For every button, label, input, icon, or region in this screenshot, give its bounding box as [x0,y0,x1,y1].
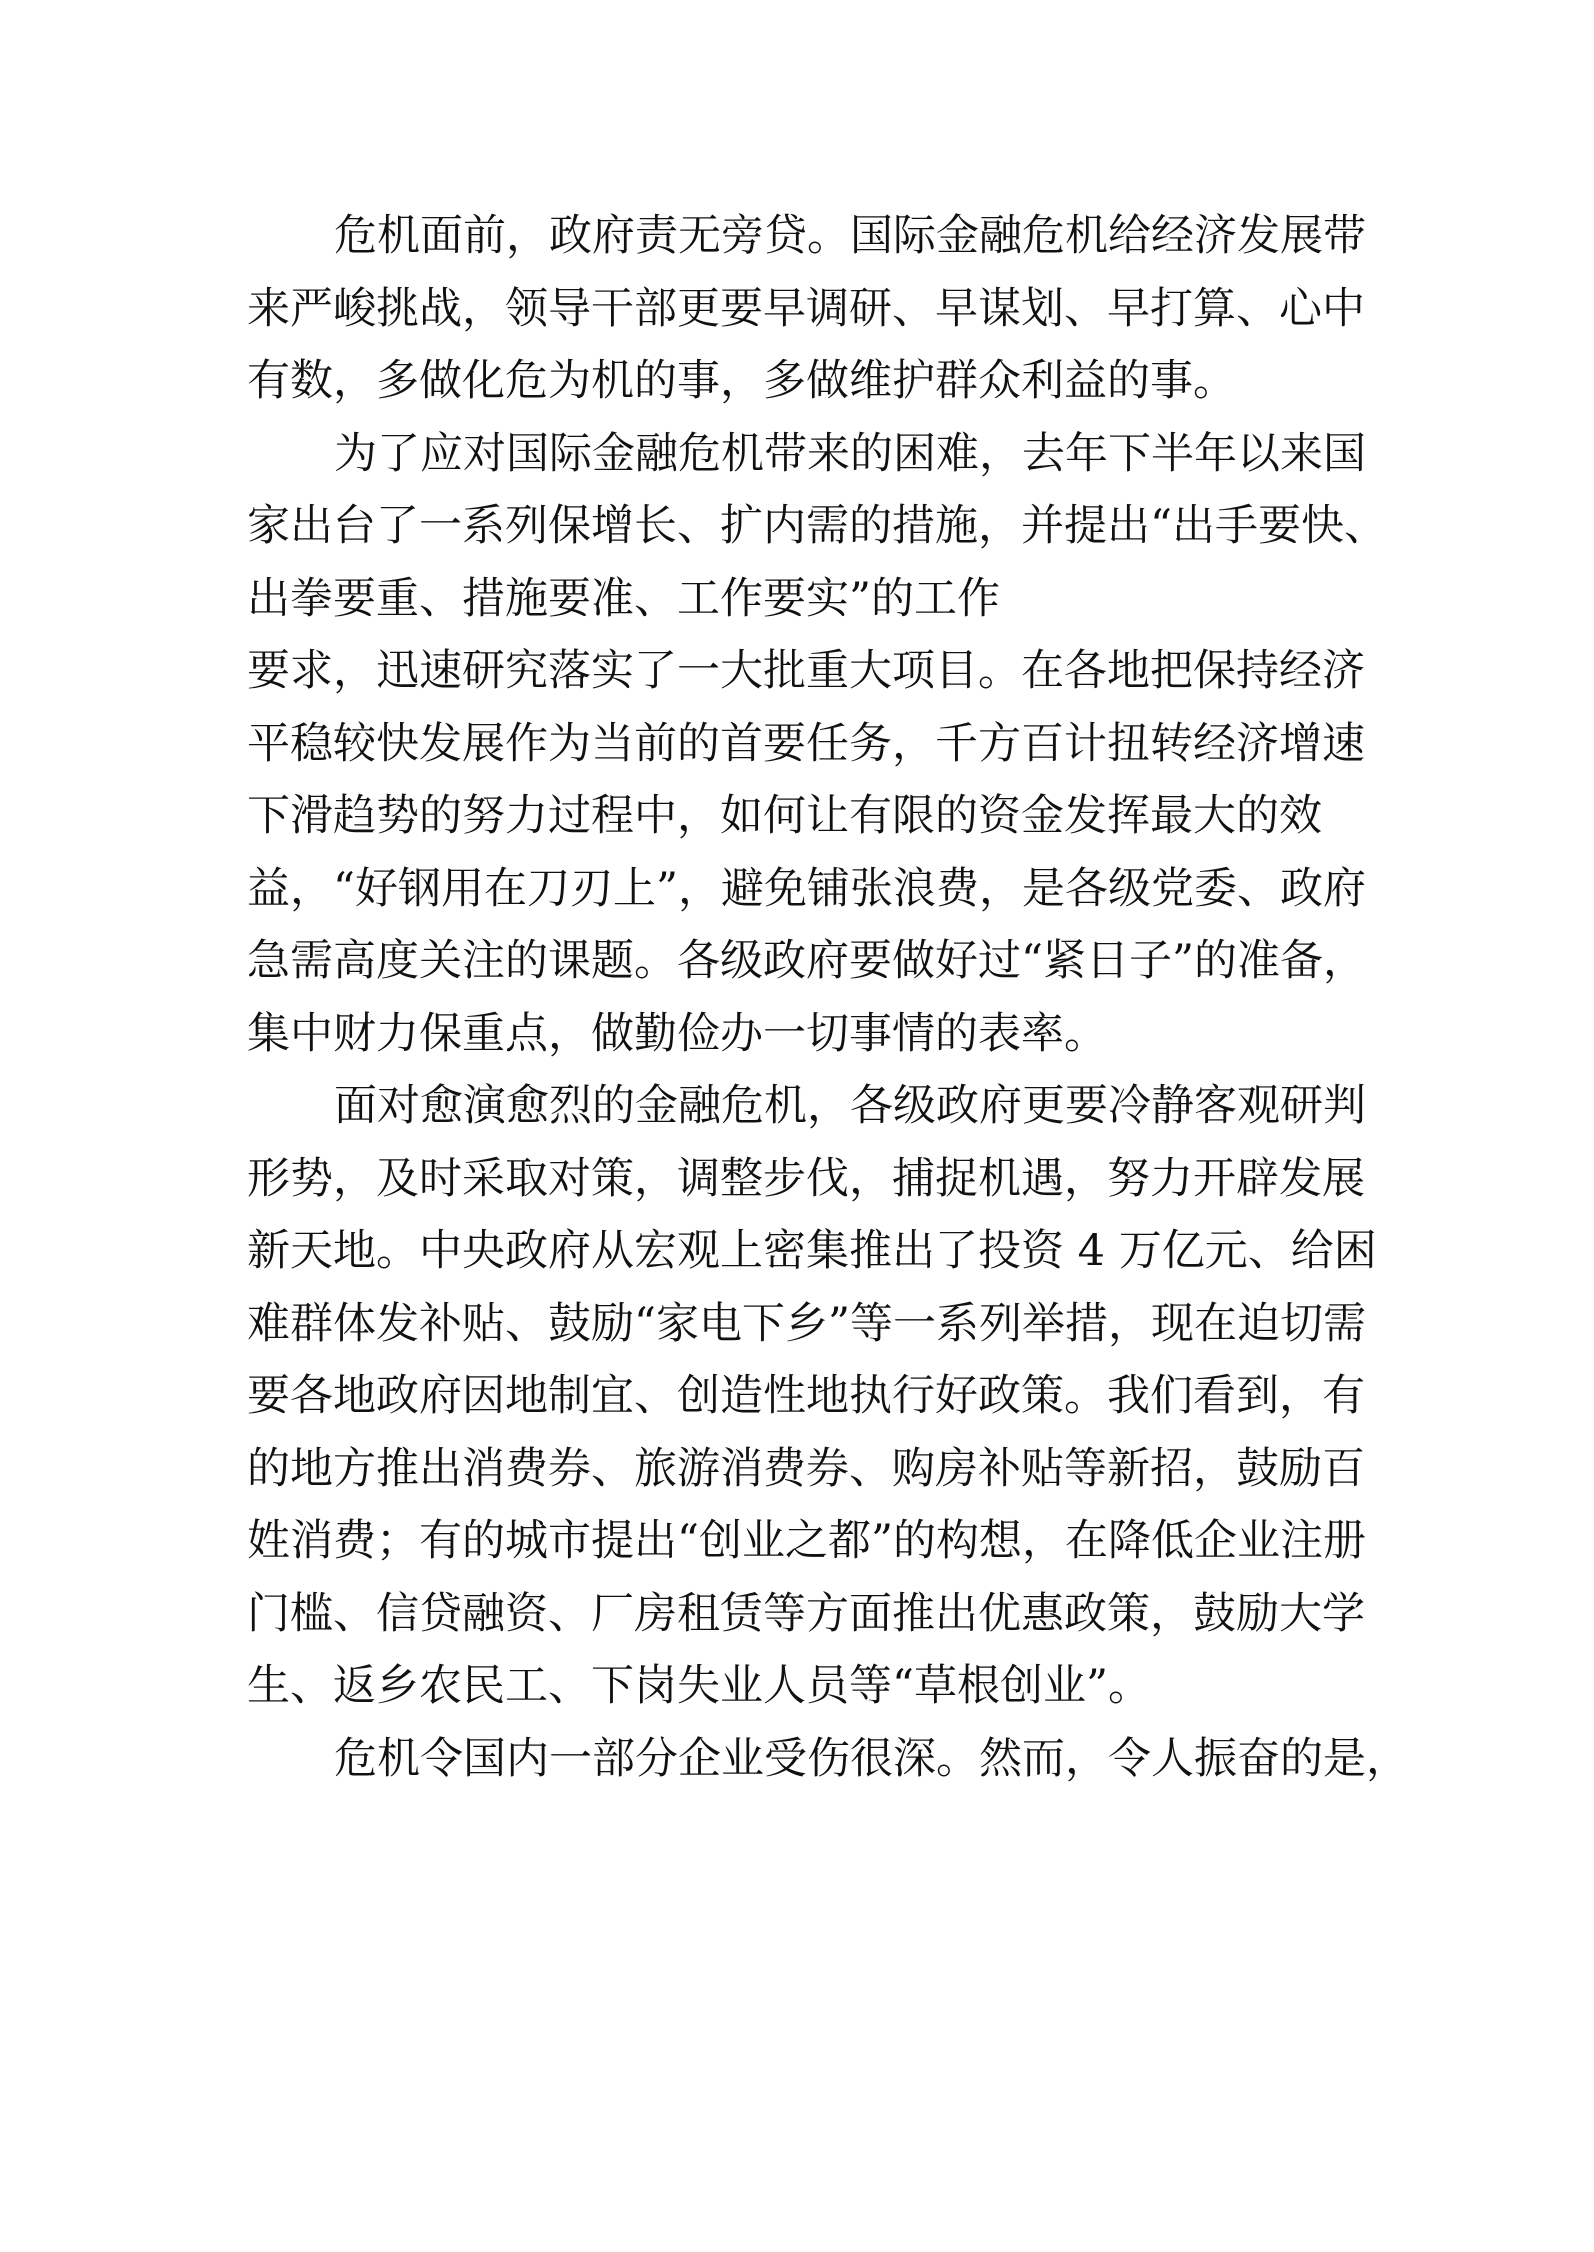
text-line: 为了应对国际金融危机带来的困难，去年下半年以来国 [334,428,1366,479]
text-line: 家出台了一系列保增长、扩内需的措施，并提出“出手要快、 [247,501,1387,551]
text-line: 下滑趋势的努力过程中，如何让有限的资金发挥最大的效 [247,791,1322,841]
text-line: 难群体发补贴、鼓励“家电下乡”等一系列举措，现在迫切需 [247,1298,1366,1349]
text-line: 要各地政府因地制宜、创造性地执行好政策。我们看到，有 [247,1371,1365,1421]
text-line: 集中财力保重点，做勤俭办一切事情的表率。 [247,1008,1107,1059]
text-line: 危机面前，政府责无旁贷。国际金融危机给经济发展带 [334,211,1366,261]
text-line: 平稳较快发展作为当前的首要任务，千方百计扭转经济增速 [247,718,1365,769]
text-line: 门槛、信贷融资、厂房租赁等方面推出优惠政策，鼓励大学 [247,1588,1365,1639]
text-line: 急需高度关注的课题。各级政府要做好过“紧日子”的准备， [247,936,1366,986]
text-line: 危机令国内一部分企业受伤很深。然而，令人振奋的是， [334,1733,1409,1784]
text-line: 生、返乡农民工、下岗失业人员等“草根创业”。 [247,1661,1151,1711]
text-line: 新天地。中央政府从宏观上密集推出了投资 4 万亿元、给困 [247,1226,1377,1276]
text-line: 面对愈演愈烈的金融危机，各级政府更要冷静客观研判 [334,1081,1366,1131]
text-line: 来严峻挑战，领导干部更要早调研、早谋划、早打算、心中 [247,283,1365,334]
text-line: 要求，迅速研究落实了一大批重大项目。在各地把保持经济 [247,646,1365,696]
text-line: 有数，多做化危为机的事，多做维护群众利益的事。 [247,356,1236,406]
text-line: 出拳要重、措施要准、工作要实”的工作 [247,573,1000,624]
text-line: 形势，及时采取对策，调整步伐，捕捉机遇，努力开辟发展 [247,1153,1365,1204]
text-line: 姓消费；有的城市提出“创业之都”的构想，在降低企业注册 [247,1516,1366,1566]
document-body [247,200,1409,1795]
text-line: 的地方推出消费券、旅游消费券、购房补贴等新招，鼓励百 [247,1443,1365,1494]
text-line: 益，“好钢用在刀刃上”，避免铺张浪费，是各级党委、政府 [247,863,1366,914]
